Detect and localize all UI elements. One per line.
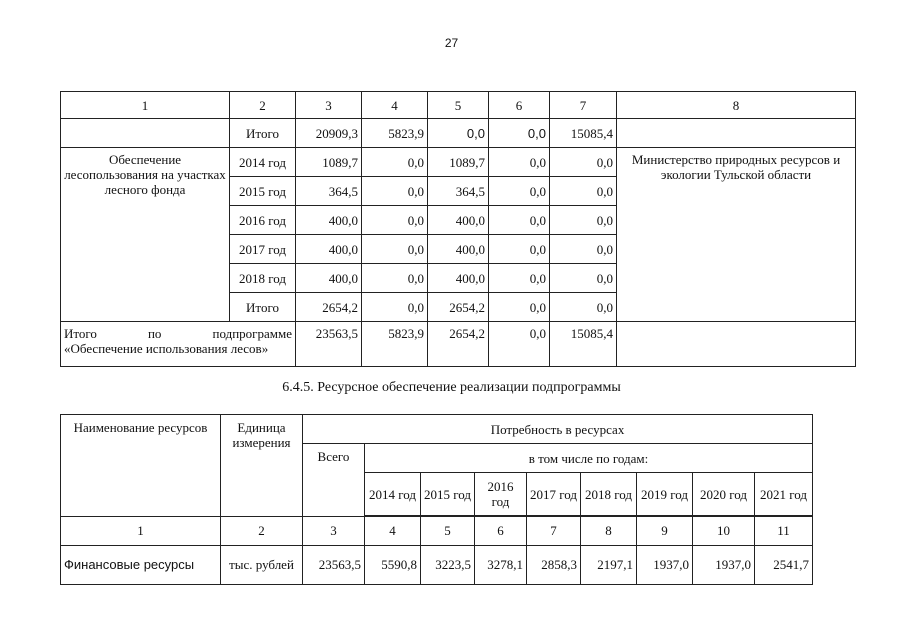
year-header: 2015 год [421, 473, 475, 517]
value-cell: 0,0 [362, 264, 428, 293]
header-cell: 4 [362, 92, 428, 119]
value-cell: 0,0 [362, 148, 428, 177]
value-cell: 2654,2 [296, 293, 362, 322]
year-header: 2020 год [693, 473, 755, 517]
value-cell: 1089,7 [428, 148, 489, 177]
year-header: 2016 год [475, 473, 527, 517]
number-cell: 2 [221, 516, 303, 545]
value-cell: 400,0 [428, 235, 489, 264]
value-cell: 400,0 [296, 264, 362, 293]
section-title: 6.4.5. Ресурсное обеспечение реализации подпрограммы [282, 380, 621, 395]
number-cell: 9 [637, 516, 693, 545]
value-cell [617, 119, 856, 148]
value-cell: 5590,8 [365, 545, 421, 584]
value-cell: 0,0 [489, 264, 550, 293]
value-cell: 2197,1 [581, 545, 637, 584]
number-cell: 3 [303, 516, 365, 545]
value-cell: 1937,0 [637, 545, 693, 584]
value-cell: 2654,2 [428, 293, 489, 322]
value-cell: 15085,4 [550, 119, 617, 148]
by-years-header: в том числе по годам: [365, 444, 813, 473]
value-cell: 2541,7 [755, 545, 813, 584]
unit-header: Единица измерения [221, 415, 303, 517]
value-cell: 2654,2 [428, 322, 489, 367]
number-cell: 7 [527, 516, 581, 545]
value-cell: 400,0 [296, 235, 362, 264]
header-cell: 3 [296, 92, 362, 119]
need-header: Потребность в ресурсах [303, 415, 813, 444]
column-numbers-row [61, 516, 813, 545]
subprogram-total-label: Итого по подпрограмме «Обеспечение использования лесов» [61, 322, 296, 367]
table-header-row [61, 92, 856, 119]
value-cell: 20909,3 [296, 119, 362, 148]
value-cell: 0,0 [550, 177, 617, 206]
number-cell: 1 [61, 516, 221, 545]
header-cell: 8 [617, 92, 856, 119]
funding-table [60, 91, 856, 367]
year-header: 2014 год [365, 473, 421, 517]
year-header: 2018 год [581, 473, 637, 517]
header-cell: 6 [489, 92, 550, 119]
year-cell: Итого [230, 293, 296, 322]
value-cell: 0,0 [550, 235, 617, 264]
value-cell: 3223,5 [421, 545, 475, 584]
value-cell: 0,0 [489, 235, 550, 264]
value-cell: 0,0 [489, 322, 550, 367]
row-label: Итого [230, 119, 296, 148]
unit-cell: тыс. рублей [221, 545, 303, 584]
value-cell: 0,0 [550, 293, 617, 322]
header-cell: 7 [550, 92, 617, 119]
year-cell: 2017 год [230, 235, 296, 264]
value-cell: 5823,9 [362, 119, 428, 148]
value-cell: 23563,5 [303, 545, 365, 584]
year-cell: 2018 год [230, 264, 296, 293]
number-cell: 5 [421, 516, 475, 545]
table-row [61, 545, 813, 584]
value-cell: 0,0 [550, 264, 617, 293]
header-cell: 2 [230, 92, 296, 119]
value-cell: 364,5 [428, 177, 489, 206]
year-header: 2019 год [637, 473, 693, 517]
value-cell: 15085,4 [550, 322, 617, 367]
number-cell: 4 [365, 516, 421, 545]
table-row [61, 148, 856, 177]
value-cell: 1089,7 [296, 148, 362, 177]
table-row [61, 119, 856, 148]
value-cell: 0,0 [362, 177, 428, 206]
resource-name-header: Наименование ресурсов [61, 415, 221, 517]
year-cell: 2014 год [230, 148, 296, 177]
page-number: 27 [444, 36, 459, 50]
year-cell: 2015 год [230, 177, 296, 206]
number-cell: 6 [475, 516, 527, 545]
value-cell: 364,5 [296, 177, 362, 206]
value-cell: 400,0 [428, 264, 489, 293]
value-cell: 23563,5 [296, 322, 362, 367]
value-cell: 0,0 [489, 177, 550, 206]
activity-name: Обеспечение лесопользования на участках лесного фонда [61, 148, 230, 322]
value-cell: 0,0 [550, 148, 617, 177]
value-cell: 2858,3 [527, 545, 581, 584]
header-cell: 5 [428, 92, 489, 119]
value-cell: 400,0 [428, 206, 489, 235]
header-cell: 1 [61, 92, 230, 119]
executor-cell: Министерство природных ресурсов и экологии Тульской области [617, 148, 856, 322]
total-header: Всего [303, 444, 365, 517]
value-cell: 0,0 [362, 293, 428, 322]
number-cell: 11 [755, 516, 813, 545]
table-header-row [61, 415, 813, 444]
year-header: 2021 год [755, 473, 813, 517]
value-cell: 0,0 [489, 119, 550, 148]
year-cell: 2016 год [230, 206, 296, 235]
year-header: 2017 год [527, 473, 581, 517]
number-cell: 10 [693, 516, 755, 545]
value-cell: 0,0 [428, 119, 489, 148]
value-cell: 0,0 [362, 235, 428, 264]
resources-table [60, 414, 813, 585]
value-cell: 0,0 [362, 206, 428, 235]
value-cell: 0,0 [489, 293, 550, 322]
value-cell: 0,0 [489, 206, 550, 235]
value-cell: 5823,9 [362, 322, 428, 367]
value-cell: 0,0 [489, 148, 550, 177]
value-cell: 400,0 [296, 206, 362, 235]
number-cell: 8 [581, 516, 637, 545]
subprogram-total-row [61, 322, 856, 367]
value-cell: 1937,0 [693, 545, 755, 584]
resource-name: Финансовые ресурсы [61, 545, 221, 584]
value-cell: 3278,1 [475, 545, 527, 584]
value-cell: 0,0 [550, 206, 617, 235]
